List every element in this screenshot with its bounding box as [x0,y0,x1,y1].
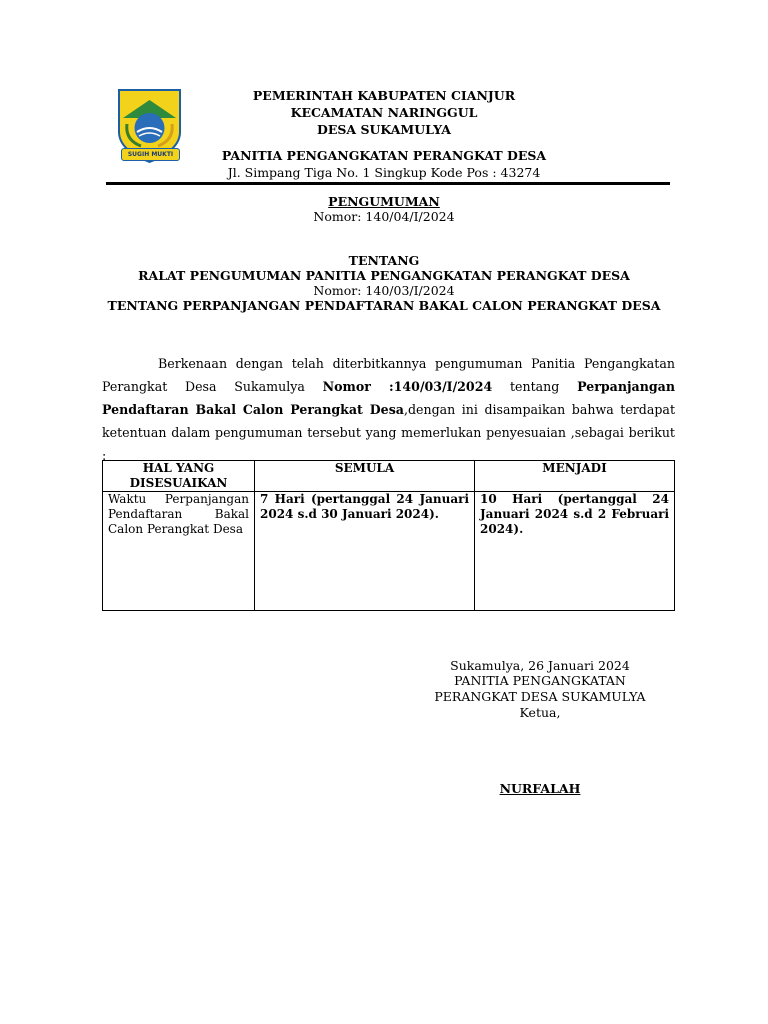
header-after: MENJADI [475,461,675,492]
subject-about: TENTANG [348,253,420,268]
village-name: DESA SUKAMULYA [317,122,451,137]
subject-line-2: Nomor: 140/03/I/2024 [313,283,455,298]
announcement-number: Nomor: 140/04/I/2024 [313,209,455,224]
signatory-org-1: PANITIA PENGANGKATAN [454,673,626,688]
subject-line-1: RALAT PENGUMUMAN PANITIA PENGANGKATAN PERANGKAT DESA [138,268,630,283]
signatory-role: Ketua, [519,705,561,720]
letterhead-divider [106,182,670,185]
government-name: PEMERINTAH KABUPATEN CIANJUR [252,88,516,103]
subject-line-3: TENTANG PERPANJANGAN PENDAFTARAN BAKAL CALON PERANGKAT DESA [107,298,661,313]
signatory-name: NURFALAH [499,781,581,796]
committee-name: PANITIA PENGANGKATAN PERANGKAT DESA [221,148,547,163]
referenced-subject: Perpanjangan Pendaftaran Bakal Calon Perangkat Desa [102,379,675,417]
adjustment-table [102,460,675,611]
announcement-heading: PENGUMUMAN [328,194,440,209]
header-item: HAL YANG DISESUAIKAN [103,461,255,492]
referenced-number: Nomor :140/03/I/2024 [322,379,493,394]
body-paragraph: Berkenaan dengan telah diterbitkannya pengumuman Panitia Pengangkatan Perangkat Desa Sukamulya Nomor :140/03/I/2024 tentang Perpanjangan Pendaftaran Bakal Calon Perangkat Desa,dengan ini disampaikan bahwa terdapat ketentuan dalam pengumuman tersebut yang memerlukan penyesuaian ,sebagai berikut : [102,356,676,463]
cell-item: Waktu Perpanjangan Pendaftaran Bakal Calon Perangkat Desa [103,492,255,611]
district-name: KECAMATAN NARINGGUL [290,105,478,120]
cell-before: 7 Hari (pertanggal 24 Januari 2024 s.d 30 Januari 2024). [255,492,475,611]
header-before: SEMULA [255,461,475,492]
table-header-row [103,461,675,492]
table-row [103,492,675,611]
signatory-org-2: PERANGKAT DESA SUKAMULYA [434,689,646,704]
logo-motto-ribbon: SUGIH MUKTI [121,148,180,161]
address: Jl. Simpang Tiga No. 1 Singkup Kode Pos : 43274 [227,165,541,180]
place-date: Sukamulya, 26 Januari 2024 [450,658,630,673]
cell-after: 10 Hari (pertanggal 24 Januari 2024 s.d 2 Februari 2024). [475,492,675,611]
regency-logo [113,88,186,166]
